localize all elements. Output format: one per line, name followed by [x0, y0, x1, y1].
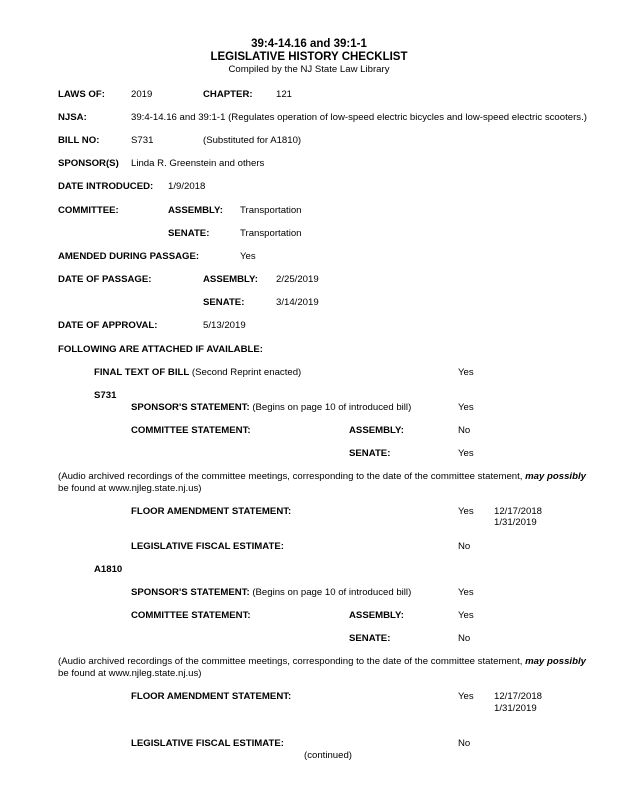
s731-committee-label: COMMITTEE STATEMENT:	[131, 425, 251, 436]
s731-floor-date1: 12/17/2018	[494, 506, 543, 517]
s731-sponsor-value: Yes	[458, 402, 474, 413]
bill-no-note: (Substituted for A1810)	[203, 135, 302, 146]
a1810-floor-date1: 12/17/2018	[494, 691, 543, 702]
bill-no-value: S731	[131, 135, 154, 146]
date-introduced-value: 1/9/2018	[168, 181, 206, 192]
final-text-value: Yes	[458, 367, 474, 378]
s731-sponsor-row	[131, 402, 411, 414]
a1810-audio-note-line2: be found at www.njleg.state.nj.us)	[58, 668, 202, 679]
approval-label: DATE OF APPROVAL:	[58, 320, 158, 331]
s731-sponsor-note: (Begins on page 10 of introduced bill)	[252, 402, 412, 413]
document-title-citation: 39:4-14.16 and 39:1-1	[251, 38, 367, 50]
passage-senate-value: 3/14/2019	[276, 297, 319, 308]
chapter-value: 121	[276, 89, 293, 100]
a1810-floor-date2: 1/31/2019	[494, 703, 537, 714]
a1810-fiscal-value: No	[458, 738, 471, 749]
a1810-senate-value: No	[458, 633, 471, 644]
bill-no-label: BILL NO:	[58, 135, 100, 146]
s731-audio-pre: (Audio archived recordings of the committee meetings, corresponding to the date of the committee statement,	[58, 471, 523, 482]
laws-of-value: 2019	[131, 89, 153, 100]
a1810-assembly-value: Yes	[458, 610, 474, 621]
chapter-label: CHAPTER:	[203, 89, 253, 100]
continued-note: (continued)	[304, 750, 352, 761]
s731-senate-value: Yes	[458, 448, 474, 459]
a1810-label: A1810	[94, 564, 123, 575]
approval-value: 5/13/2019	[203, 320, 246, 331]
a1810-audio-emph: may possibly	[525, 656, 586, 667]
s731-sponsor-label: SPONSOR'S STATEMENT:	[131, 402, 250, 413]
a1810-committee-label: COMMITTEE STATEMENT:	[131, 610, 251, 621]
s731-fiscal-value: No	[458, 541, 471, 552]
a1810-audio-pre: (Audio archived recordings of the committee meetings, corresponding to the date of the committee statement,	[58, 656, 523, 667]
final-text-note: (Second Reprint enacted)	[191, 367, 302, 378]
a1810-sponsor-row	[131, 587, 411, 599]
s731-audio-emph: may possibly	[525, 471, 586, 482]
a1810-sponsor-label: SPONSOR'S STATEMENT:	[131, 587, 250, 598]
committee-label: COMMITTEE:	[58, 205, 119, 216]
s731-floor-date2: 1/31/2019	[494, 517, 537, 528]
s731-floor-label: FLOOR AMENDMENT STATEMENT:	[131, 506, 292, 517]
sponsors-value: Linda R. Greenstein and others	[131, 158, 265, 169]
s731-audio-note-line2: be found at www.njleg.state.nj.us)	[58, 483, 202, 494]
committee-assembly-label: ASSEMBLY:	[168, 205, 223, 216]
passage-assembly-value: 2/25/2019	[276, 274, 319, 285]
final-text-label: FINAL TEXT OF BILL	[94, 367, 190, 378]
a1810-senate-label: SENATE:	[349, 633, 391, 644]
a1810-sponsor-value: Yes	[458, 587, 474, 598]
s731-senate-label: SENATE:	[349, 448, 391, 459]
laws-of-label: LAWS OF:	[58, 89, 105, 100]
date-introduced-label: DATE INTRODUCED:	[58, 181, 154, 192]
a1810-audio-note-line1	[58, 656, 586, 668]
s731-label: S731	[94, 390, 117, 401]
a1810-floor-value: Yes	[458, 691, 474, 702]
committee-senate-label: SENATE:	[168, 228, 210, 239]
a1810-assembly-label: ASSEMBLY:	[349, 610, 404, 621]
a1810-sponsor-note: (Begins on page 10 of introduced bill)	[252, 587, 412, 598]
document-subtitle: Compiled by the NJ State Law Library	[228, 64, 390, 75]
passage-label: DATE OF PASSAGE:	[58, 274, 152, 285]
passage-assembly-label: ASSEMBLY:	[203, 274, 258, 285]
a1810-fiscal-label: LEGISLATIVE FISCAL ESTIMATE:	[131, 738, 284, 749]
attached-heading: FOLLOWING ARE ATTACHED IF AVAILABLE:	[58, 344, 263, 355]
s731-assembly-label: ASSEMBLY:	[349, 425, 404, 436]
final-text-row	[94, 367, 301, 379]
amended-label: AMENDED DURING PASSAGE:	[58, 251, 200, 262]
njsa-value: 39:4-14.16 and 39:1-1 (Regulates operation of low-speed electric bicycles and low-speed electric scooters.)	[131, 112, 587, 123]
a1810-floor-label: FLOOR AMENDMENT STATEMENT:	[131, 691, 292, 702]
s731-floor-value: Yes	[458, 506, 474, 517]
njsa-label: NJSA:	[58, 112, 87, 123]
committee-senate-value: Transportation	[240, 228, 302, 239]
s731-audio-note-line1	[58, 471, 586, 483]
sponsors-label: SPONSOR(S)	[58, 158, 119, 169]
s731-fiscal-label: LEGISLATIVE FISCAL ESTIMATE:	[131, 541, 284, 552]
s731-assembly-value: No	[458, 425, 471, 436]
amended-value: Yes	[240, 251, 256, 262]
passage-senate-label: SENATE:	[203, 297, 245, 308]
committee-assembly-value: Transportation	[240, 205, 302, 216]
document-title: LEGISLATIVE HISTORY CHECKLIST	[210, 51, 408, 63]
